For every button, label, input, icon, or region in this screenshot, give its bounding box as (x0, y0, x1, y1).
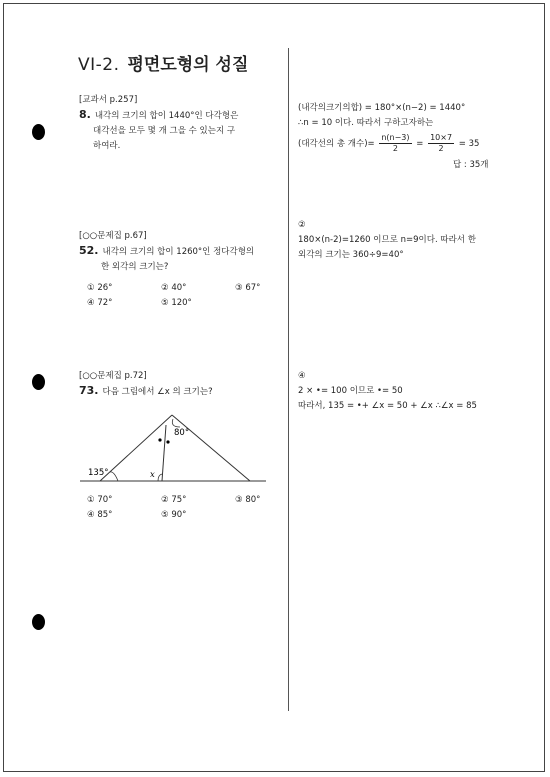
solution-line: 180×(n-2)=1260 이므로 n=9이다. 따라서 한 (298, 235, 476, 245)
q52-options (87, 281, 309, 311)
fraction-numerator: 10×7 (430, 133, 453, 142)
binder-hole (32, 614, 45, 630)
section-title: 평면도형의 성질 (127, 55, 249, 75)
triangle-figure (80, 405, 270, 485)
angle-arc-x (158, 474, 162, 481)
page-title (78, 50, 248, 75)
answer-choice: ② (298, 220, 306, 230)
option-2[interactable]: ② 40° (161, 283, 187, 293)
q8-source: [교과서 p.257] (79, 95, 138, 105)
solution-line: 따라서, 135 = •+ ∠x = 50 + ∠x ∴∠x = 85 (298, 401, 477, 411)
angle-arc-135 (110, 472, 118, 481)
option-4[interactable]: ④ 72° (87, 298, 113, 308)
label-x: x (150, 470, 155, 480)
option-1[interactable]: ① 26° (87, 283, 113, 293)
binder-hole (32, 124, 45, 140)
solution-line: 2 × •= 100 이므로 •= 50 (298, 386, 403, 396)
option-5[interactable]: ⑤ 120° (161, 298, 192, 308)
option-2[interactable]: ② 75° (161, 495, 187, 505)
answer-52 (298, 218, 476, 263)
question-8 (79, 107, 238, 154)
solution-result: = 35 (458, 139, 480, 149)
column-divider (288, 48, 289, 711)
left-side (100, 415, 172, 481)
solution-line: (내각의크기의합) = 180°×(n−2) = 1440° (298, 103, 466, 113)
label-135: 135° (88, 468, 109, 478)
question-text: 한 외각의 크기는? (101, 262, 169, 272)
label-80: 80° (174, 428, 190, 438)
question-number: 8. (79, 108, 91, 121)
angle-dot (158, 438, 161, 441)
option-3[interactable]: ③ 67° (235, 283, 261, 293)
fraction (379, 133, 411, 154)
option-5[interactable]: ⑤ 90° (161, 510, 187, 520)
question-text: 하여라. (93, 141, 121, 151)
question-52 (79, 243, 254, 275)
option-3[interactable]: ③ 80° (235, 495, 261, 505)
angle-dot (166, 440, 169, 443)
solution-line: 외각의 크기는 360÷9=40° (298, 250, 404, 260)
question-number: 52. (79, 244, 99, 257)
binder-hole (32, 374, 45, 390)
question-number: 73. (79, 384, 99, 397)
q73-options (87, 493, 309, 523)
right-side (172, 415, 250, 481)
q73-source: [○○문제집 p.72] (79, 371, 147, 381)
question-text: 다음 그림에서 ∠x 의 크기는? (102, 387, 213, 397)
question-text: 내각의 크기의 합이 1260°인 정다각형의 (102, 247, 255, 257)
question-text: 내각의 크기의 합이 1440°인 다각형은 (94, 111, 239, 121)
answer-choice: ④ (298, 371, 306, 381)
section-number: VI-2. (78, 55, 120, 75)
solution-line: ∴n = 10 이다. 따라서 구하고자하는 (298, 118, 434, 128)
q52-source: [○○문제집 p.67] (79, 231, 147, 241)
solution-line: (대각선의 총 개수)= (298, 139, 375, 149)
answer-73 (298, 369, 477, 414)
question-73 (79, 383, 213, 400)
option-1[interactable]: ① 70° (87, 495, 113, 505)
option-4[interactable]: ④ 85° (87, 510, 113, 520)
equals-sign: = (416, 139, 424, 149)
fraction-denominator: 2 (392, 144, 398, 153)
answer-8-final: 답 : 35개 (453, 160, 489, 170)
fraction-numerator: n(n−3) (381, 133, 410, 142)
fraction (428, 133, 454, 154)
question-text: 대각선을 모두 몇 개 그을 수 있는지 구 (93, 126, 236, 136)
answer-8 (298, 101, 479, 154)
bisector-line (162, 425, 166, 481)
fraction-denominator: 2 (438, 144, 444, 153)
